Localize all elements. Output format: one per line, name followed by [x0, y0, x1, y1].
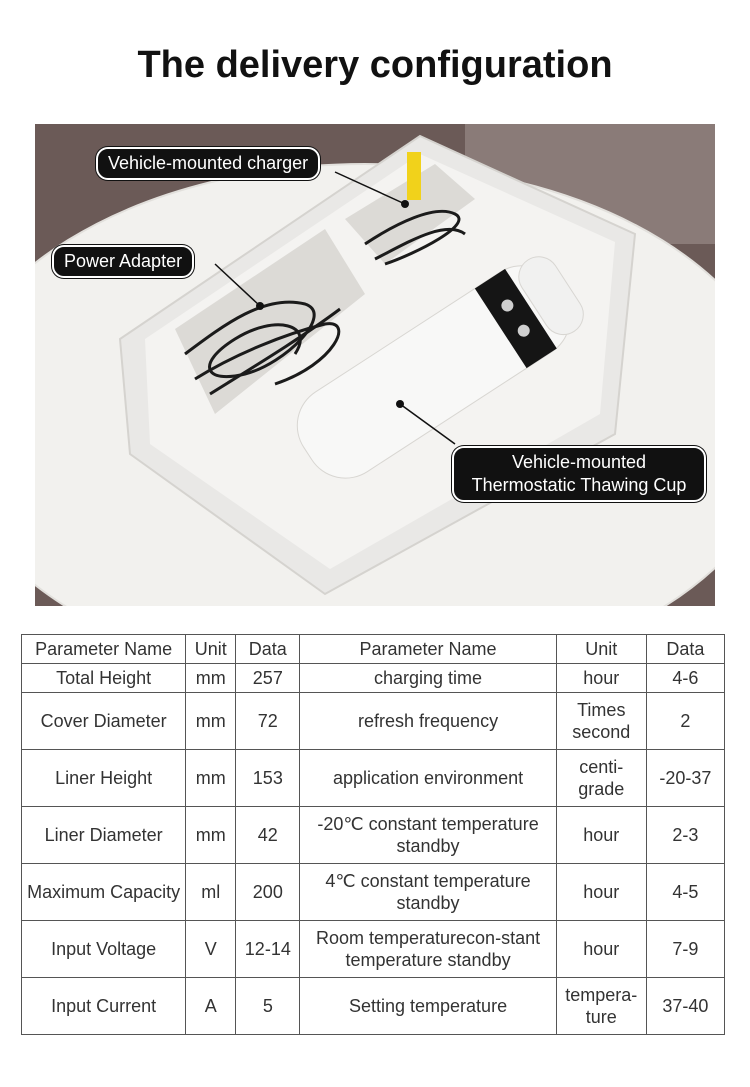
cup-callout-line2: Thermostatic Thawing Cup	[471, 475, 687, 495]
table-cell: 2-3	[646, 807, 724, 864]
table-row	[22, 750, 725, 807]
product-photo	[35, 124, 715, 606]
table-cell: hour	[556, 664, 646, 693]
table-cell: hour	[556, 807, 646, 864]
table-cell: 42	[236, 807, 300, 864]
table-cell: 4-5	[646, 864, 724, 921]
table-cell: 4℃ constant temperature standby	[300, 864, 556, 921]
table-cell: 5	[236, 977, 300, 1034]
charger-callout: Vehicle-mounted charger	[96, 147, 320, 180]
table-cell: tempera-ture	[556, 977, 646, 1034]
table-cell: Input Voltage	[22, 921, 186, 978]
table-cell: application environment	[300, 750, 556, 807]
table-cell: 72	[236, 693, 300, 750]
adapter-callout: Power Adapter	[52, 245, 194, 278]
table-cell: refresh frequency	[300, 693, 556, 750]
table-cell: 7-9	[646, 921, 724, 978]
table-cell: 37-40	[646, 977, 724, 1034]
table-cell: -20℃ constant temperature standby	[300, 807, 556, 864]
cup-callout	[452, 446, 706, 502]
table-header-row	[22, 635, 725, 664]
header-cell: Parameter Name	[300, 635, 556, 664]
table-cell: mm	[186, 750, 236, 807]
parameter-table	[21, 634, 725, 1035]
table-cell: centi-grade	[556, 750, 646, 807]
table-cell: Liner Height	[22, 750, 186, 807]
table-cell: 4-6	[646, 664, 724, 693]
header-cell: Unit	[186, 635, 236, 664]
table-cell: -20-37	[646, 750, 724, 807]
table-row	[22, 807, 725, 864]
table-cell: 12-14	[236, 921, 300, 978]
header-cell: Unit	[556, 635, 646, 664]
header-cell: Data	[646, 635, 724, 664]
table-cell: A	[186, 977, 236, 1034]
table-row	[22, 664, 725, 693]
table-cell: charging time	[300, 664, 556, 693]
table-cell: Input Current	[22, 977, 186, 1034]
table-cell: 2	[646, 693, 724, 750]
table-cell: mm	[186, 664, 236, 693]
table-cell: 257	[236, 664, 300, 693]
table-cell: Cover Diameter	[22, 693, 186, 750]
table-cell: hour	[556, 921, 646, 978]
table-cell: V	[186, 921, 236, 978]
cup-callout-line1: Vehicle-mounted	[511, 452, 647, 472]
table-row	[22, 977, 725, 1034]
table-cell: Liner Diameter	[22, 807, 186, 864]
table-cell: Total Height	[22, 664, 186, 693]
table-row	[22, 693, 725, 750]
table-cell: Setting temperature	[300, 977, 556, 1034]
table-cell: Times second	[556, 693, 646, 750]
table-cell: hour	[556, 864, 646, 921]
table-cell: 200	[236, 864, 300, 921]
header-cell: Data	[236, 635, 300, 664]
table-cell: mm	[186, 807, 236, 864]
table-cell: 153	[236, 750, 300, 807]
page-title: The delivery configuration	[137, 44, 613, 86]
table-row	[22, 921, 725, 978]
table-cell: mm	[186, 693, 236, 750]
table-cell: Room temperaturecon-stant temperature standby	[300, 921, 556, 978]
table-cell: Maximum Capacity	[22, 864, 186, 921]
table-cell: ml	[186, 864, 236, 921]
table-row	[22, 864, 725, 921]
header-cell: Parameter Name	[22, 635, 186, 664]
